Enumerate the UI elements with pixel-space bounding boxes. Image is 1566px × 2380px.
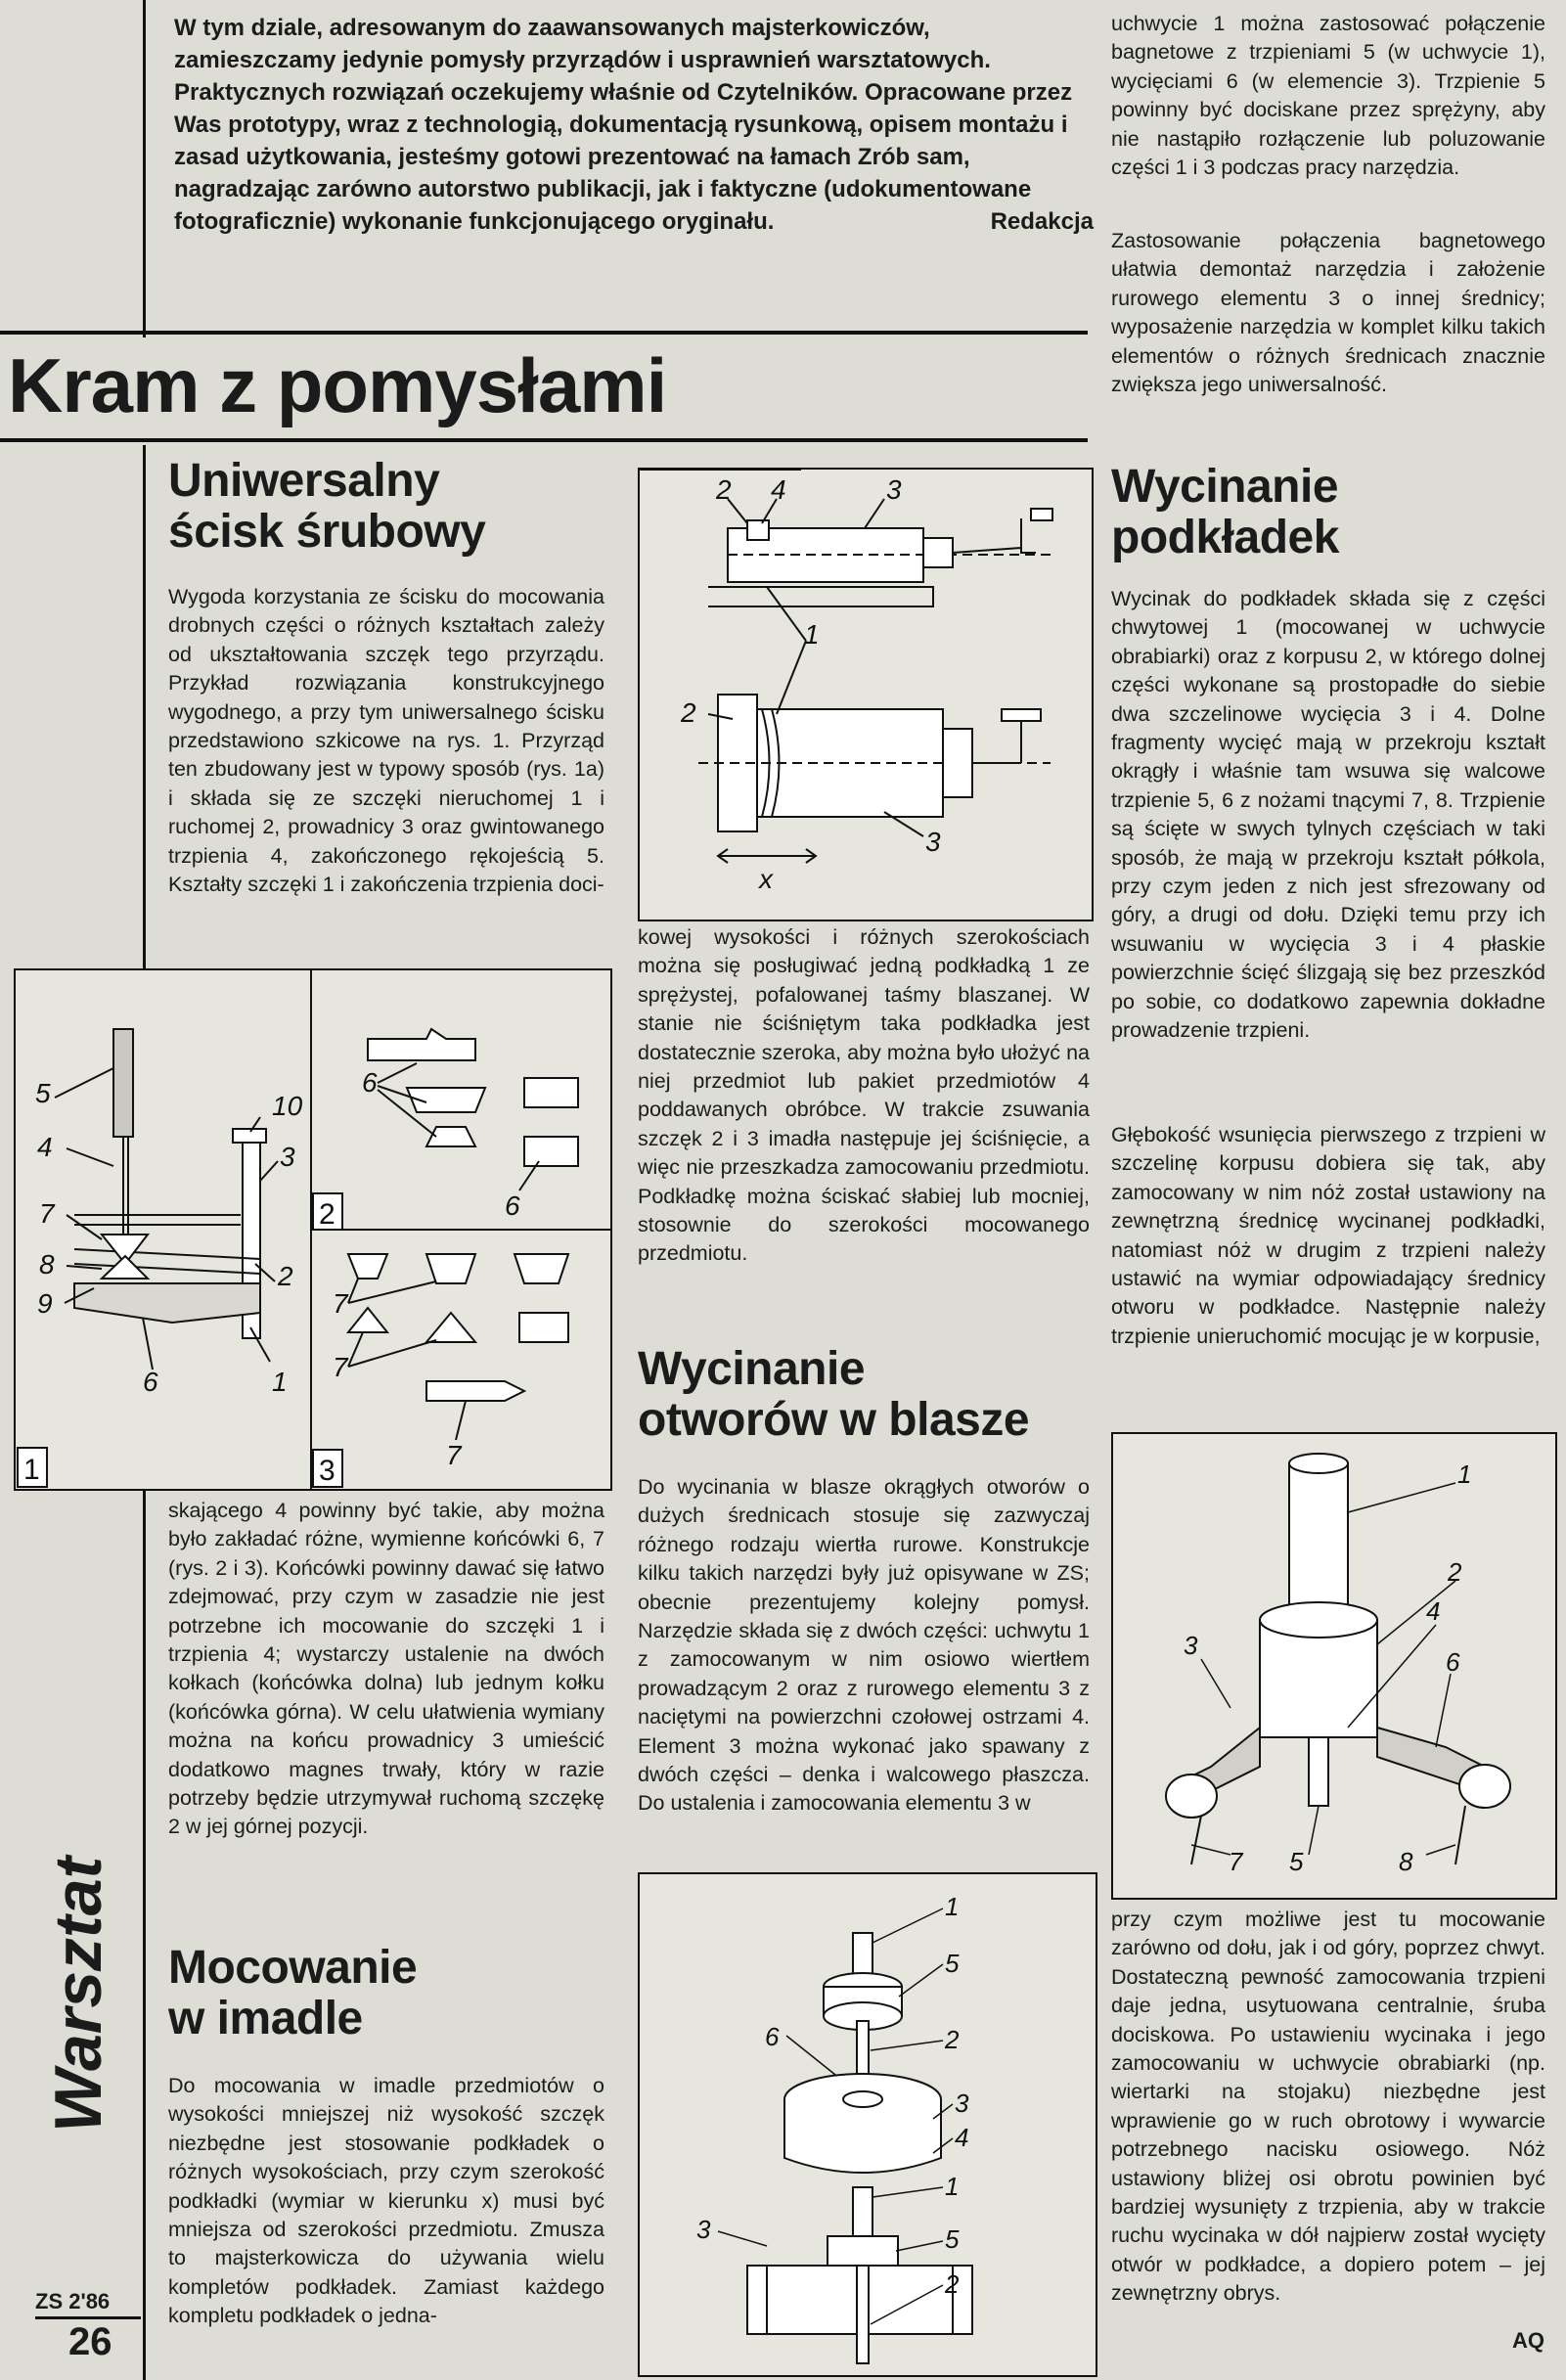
clamp-label: 3 [280, 1142, 295, 1172]
scisk-paragraph-1: Wygoda korzystania ze ścisku do mocowania drobnych części o różnych kształtach zależy od ukształtowania szczęk tego przyrządu. Przykład rozwiązania konstrukcyjnego wygodnego, a przy tym uniwersalnego ścisku przedstawiono szkicowe na rys. 1. Przyrząd ten zbudowany jest w typowy sposób (rys. 1a) i składa się ze szczęki nieruchomej 1 i ruchomej 2, prowadnicy 3 oraz gwintowanego trzpienia 4, zakończonego rękojeścią 5. Kształty szczęki 1 i zakończenia trzpienia doci- [168, 585, 604, 897]
washer-label: 5 [1289, 1847, 1304, 1876]
hole-cutter-drawing [640, 1874, 1096, 2375]
hole-label: 1 [945, 2172, 960, 2201]
podkladki-paragraph-2: Głębokość wsunięcia pierwszego z trzpieni w szczelinę korpusu dobiera się tak, aby zamocowany w nim nóż został ustawiony na zewnętrzną średnicę wycinanej podkładki, natomiast nóż w drugim z trzpieni należy ustawić na wymiar odpowiadający średnicy otworu w podkładce. Następnie należy trzpienie unieruchomić mocując je w korpusie, [1111, 1123, 1545, 1348]
clamp-figure-drawing [16, 970, 610, 1489]
washer-label: 2 [1448, 1557, 1462, 1587]
clamp-label: 7 [333, 1288, 348, 1319]
vise-label: 4 [771, 474, 786, 505]
washer-label: 8 [1399, 1847, 1413, 1876]
fig-number-1: 1 [23, 1454, 40, 1486]
clamp-label: 8 [39, 1249, 55, 1280]
clamp-label: 7 [333, 1352, 348, 1382]
washer-label: 1 [1457, 1459, 1472, 1489]
hole-label: 2 [945, 2025, 960, 2054]
intro-signature: Redakcja [990, 208, 1094, 235]
hole-label: 3 [696, 2215, 711, 2244]
podkladki-title-line2: podkładek [1111, 512, 1339, 563]
imadlo-paragraph-2: kowej wysokości i różnych szerokościach można się posługiwać jedną podkładką 1 ze sprężystej, pofalowanej taśmy blaszanej. W stanie nie ściśniętym taka podkładka jest dostatecznie szeroka, aby można było ułożyć na niej przedmiot lub pakiet przedmiotów 4 poddawanych obróbce. W trakcie zsuwania szczęk 2 i 3 imadła następuje jej ściśnięcie, a więc nie przeszkadza zamocowaniu przedmiotu. Podkładkę można ściskać słabiej lub mocniej, stosownie do szerokości mocowanego przedmiotu. [638, 925, 1090, 1266]
clamp-label: 1 [272, 1367, 288, 1397]
hole-label: 2 [945, 2269, 960, 2299]
washer-label: 3 [1184, 1631, 1198, 1660]
fig-number-3: 3 [319, 1455, 336, 1487]
scisk-title [168, 456, 608, 558]
clamp-label: 6 [362, 1067, 378, 1098]
hole-label: 5 [945, 2224, 960, 2254]
washer-label: 6 [1446, 1647, 1460, 1677]
washer-cutter-drawing [1113, 1434, 1555, 1898]
hole-cutter-figure [638, 1872, 1097, 2377]
scisk-title-line1: Uniwersalny [168, 455, 440, 507]
podkladki-paragraph-3: przy czym możliwe jest tu mocowanie zarówno od dołu, jak i od góry, poprzez chwyt. Dostateczną pewność zamocowania trzpieni daje jedna, usytuowana centralnie, śruba dociskowa. Po ustawieniu wycinaka i jego zamocowaniu w uchwycie obrabiarki (np. wiertarki na stojaku) niezbędne jest wprawienie go w ruch obrotowy i wywarcie potrzebnego nacisku osiowego. Nóż ustawiony bliżej osi obrotu powinien być bardziej wysunięty z trzpienia, aby w trakcie ruchu wycinaka w dół najpierw został wycięty otwór w podkładce, a dopiero potem – jej zewnętrzny obrys. [1111, 1908, 1545, 2306]
vise-label: 2 [681, 697, 696, 728]
clamp-label: 10 [272, 1091, 303, 1121]
intro-body: W tym dziale, adresowanym do zaawansowanych majsterkowiczów, zamieszczamy jedynie pomysły przyrządów i usprawnień warsztatowych. Praktycznych rozwiązań oczekujemy właśnie od Czytelników. Opracowane przez Was prototypy, wraz z technologią, dokumentacją rysunkową, opisem montażu i zasad użytkowania, jesteśmy gotowi prezentować na łamach Zrób sam, nagradzając zarówno autorstwo publikacji, jak i faktyczne (udokumentowane fotograficznie) wykonanie funkcjonującego oryginału. [174, 15, 1073, 235]
clamp-label: 6 [505, 1190, 520, 1221]
intro-divider [0, 331, 1088, 335]
side-label: Warsztat [41, 1856, 115, 2133]
section-title: Kram z pomysłami [8, 342, 667, 428]
left-margin-rule [143, 0, 146, 337]
otwory-title [638, 1344, 1097, 1446]
scisk-title-line2: ścisk śrubowy [168, 506, 486, 558]
washer-cutter-figure [1111, 1432, 1557, 1900]
washer-label: 4 [1426, 1596, 1441, 1626]
imadlo-title [168, 1943, 608, 2044]
hole-label: 3 [955, 2088, 969, 2118]
vise-label: 2 [716, 474, 732, 505]
clamp-label: 9 [37, 1288, 53, 1319]
otwory-title-line2: otworów w blasze [638, 1394, 1030, 1446]
vise-label: x [759, 864, 773, 894]
hole-label: 1 [945, 1892, 960, 1921]
vise-figure [638, 468, 1094, 921]
washer-label: 7 [1229, 1847, 1243, 1876]
footer-page: 26 [68, 2320, 112, 2363]
clamp-label: 7 [39, 1198, 55, 1229]
fig-number-2: 2 [319, 1198, 336, 1231]
hole-label: 4 [955, 2123, 969, 2152]
title-divider [0, 438, 1088, 442]
otwory-paragraph-1: Do wycinania w blasze okrągłych otworów o dużych średnicach stosuje się zazwyczaj różnego rodzaju wiertła rurowe. Konstrukcje kilku takich narzędzi były już opisywane w ZS; obecnie prezentujemy kolejny pomysł. Narzędzie składa się z dwóch części: uchwytu 1 z zamocowanym w nim osiowo wiertłem prowadzącym 2 oraz z rurowego elementu 3 z naciętymi na powierzchni czołowej ostrzami 4. Element 3 można wykonać jako spawany z dwóch części – denka i walcowego płaszcza. Do ustalenia i zamocowania elementu 3 w [638, 1475, 1090, 1816]
podkladki-paragraph-1: Wycinak do podkładek składa się z części chwytowej 1 (mocowanej w uchwycie obrabiarki) oraz z korpusu 2, w którego dolnej części wykonane są prostopadłe do siebie dwa szczelinowe wycięcia 3 i 4. Dolne fragmenty wycięć mają w przekroju kształt okrągły i właśnie tam wsuwa się walcowe trzpienie 5, 6 z nożami tnącymi 7, 8. Trzpienie są ścięte w swych tylnych częściach w taki sposób, że mają w przekroju kształt półkola, przy czym jeden z nich jest sfrezowany od góry, a drugi od dołu. Dzięki temu przy ich wsuwaniu w wycięcia 3 i 4 płaskie powierzchnie ścięć ślizgają się bez przeszkód po sobie, co dodatkowo zapewnia dokładne prowadzenie trzpieni. [1111, 587, 1545, 1043]
vise-label: 3 [886, 474, 902, 505]
footer-issue: ZS 2'86 [35, 2289, 111, 2313]
intro-text [174, 12, 1094, 238]
otwory-paragraph-3: Zastosowanie połączenia bagnetowego ułatwia demontaż narzędzia i założenie rurowego elementu 3 o innej średnicy; wyposażenie narzędzia w komplet kilku takich elementów o różnych średnicach znacznie zwiększa jego uniwersalność. [1111, 229, 1545, 397]
vise-label: 3 [925, 827, 941, 857]
otwory-paragraph-2: uchwycie 1 można zastosować połączenie bagnetowe z trzpieniami 5 (w uchwycie 1), wycięciami 6 (w elemencie 3). Trzpienie 5 powinny być dociskane przez sprężyny, aby nie nastąpiło rozłączenie lub poluzowanie części 1 i 3 podczas pracy narzędzia. [1111, 12, 1545, 180]
clamp-figure [14, 968, 612, 1491]
imadlo-title-line1: Mocowanie [168, 1942, 418, 1994]
hole-label: 5 [945, 1949, 960, 1978]
footer-author: AQ [1512, 2328, 1544, 2353]
clamp-label: 5 [35, 1078, 51, 1108]
footer-rule [35, 2316, 141, 2319]
imadlo-paragraph-1: Do mocowania w imadle przedmiotów o wysokości mniejszej niż wysokość szczęk niezbędne jest stosowanie podkładek o różnych wysokościach, przy czym szerokość podkładki (wymiar w kierunku x) musi być mniejsza od szerokości przedmiotu. Zmusza to majsterkowicza do używania wielu kompletów podkładek. Zamiast każdego kompletu podkładek o jedna- [168, 2074, 604, 2328]
scisk-paragraph-2: skającego 4 powinny być takie, aby można było zakładać różne, wymienne końcówki 6, 7 (rys. 2 i 3). Końcówki powinny dawać się łatwo zdejmować, przy czym w zasadzie nie jest potrzebne ich mocowanie do szczęki 1 i trzpienia 4; wystarczy ustalenie na dwóch kołkach (końcówka dolna) lub jednym kołku (końcówka górna). W celu ułatwienia wymiany można na końcu prowadnicy 3 umieścić dodatkowo magnes trwały, który w razie potrzeby będzie utrzymywał ruchomą szczękę 2 w jej górnej pozycji. [168, 1499, 604, 1839]
clamp-label: 4 [37, 1132, 53, 1162]
otwory-title-line1: Wycinanie [638, 1343, 866, 1395]
clamp-label: 6 [143, 1367, 158, 1397]
podkladki-title-line1: Wycinanie [1111, 461, 1339, 513]
clamp-label: 7 [446, 1440, 462, 1470]
imadlo-title-line2: w imadle [168, 1993, 363, 2044]
podkladki-title [1111, 462, 1545, 563]
hole-label: 6 [765, 2022, 780, 2051]
vise-label: 1 [804, 619, 820, 650]
clamp-label: 2 [278, 1261, 293, 1291]
vise-figure-drawing [640, 470, 1092, 920]
